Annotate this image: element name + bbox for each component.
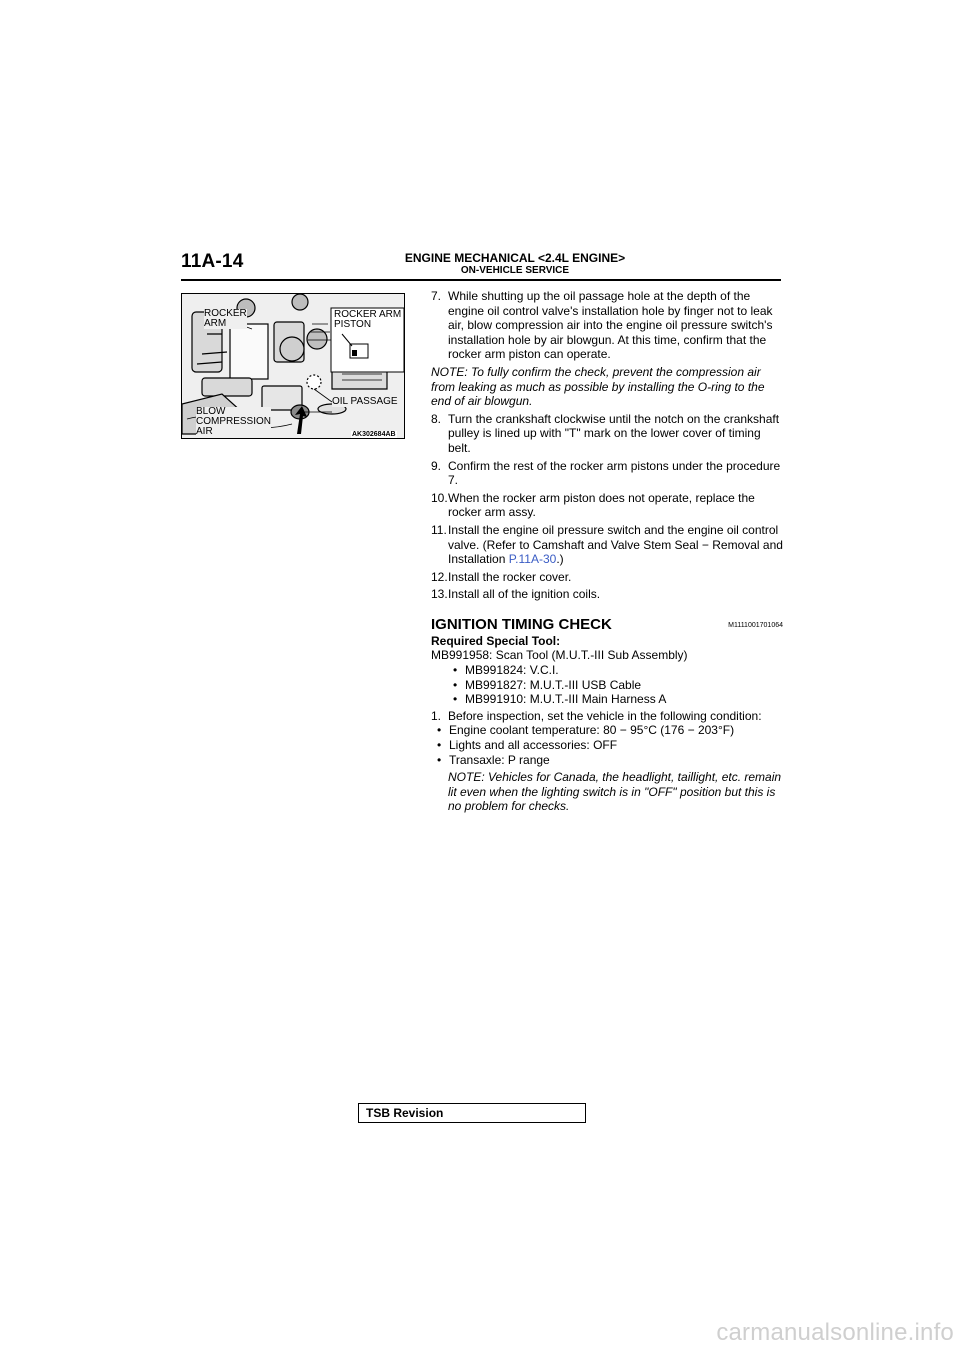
- step-number: 10.: [431, 490, 448, 505]
- label-oil-passage: OIL PASSAGE: [332, 396, 398, 407]
- label-blow-compression-air: BLOW COMPRESSION AIR: [196, 406, 272, 437]
- bullet-icon: •: [453, 677, 458, 692]
- tool-list: [431, 663, 783, 707]
- tool-item: MB991824: V.C.I.: [465, 663, 559, 678]
- step-10: [431, 491, 783, 520]
- page-number: 11A-14: [181, 251, 244, 272]
- step-text: When the rocker arm piston does not operate, replace the rocker arm assy.: [448, 490, 755, 520]
- note-canada: NOTE: Vehicles for Canada, the headlight, taillight, etc. remain lit even when the lighting switch is in "OFF" position but this is no problem for checks.: [448, 770, 782, 814]
- condition-item: Lights and all accessories: OFF: [449, 738, 618, 753]
- watermark: carmanualsonline.info: [716, 1319, 954, 1346]
- step-12: [431, 570, 783, 585]
- label-rocker-arm: ROCKER ARM: [204, 308, 247, 329]
- bullet-icon: •: [437, 738, 442, 753]
- list-item: [435, 753, 783, 768]
- tsb-revision-box: TSB Revision: [358, 1103, 586, 1123]
- required-tool-label: Required Special Tool:: [431, 633, 561, 648]
- section-subtitle: ON-VEHICLE SERVICE: [460, 265, 570, 276]
- step-text: Install all of the ignition coils.: [448, 587, 601, 602]
- step-text: While shutting up the oil passage hole at the depth of the engine oil control valve's installation hole by finger not to leak air, blow compression air into the engine oil pressure switch's installation hole by air blowgun. At this time, confirm that the rocker arm piston can operate.: [448, 289, 773, 362]
- section-title: ENGINE MECHANICAL <2.4L ENGINE>: [404, 251, 626, 265]
- condition-item: Transaxle: P range: [449, 752, 550, 767]
- page-reference-link[interactable]: P.11A-30: [508, 552, 557, 567]
- step-text: Confirm the rest of the rocker arm pistons under the procedure 7.: [448, 458, 781, 488]
- step-number: 12.: [431, 569, 448, 584]
- step-number: 1.: [431, 708, 442, 723]
- step-text-tail: .): [556, 552, 564, 567]
- step-11: [431, 523, 783, 567]
- required-tool-main: MB991958: Scan Tool (M.U.T.-III Sub Assembly): [431, 648, 688, 663]
- list-item: [451, 678, 783, 693]
- step-number: 8.: [431, 411, 442, 426]
- list-item: [435, 738, 783, 753]
- step-number: 9.: [431, 458, 442, 473]
- condition-list: [431, 723, 783, 767]
- bullet-icon: •: [453, 692, 458, 707]
- figure-code: AK302684AB: [352, 431, 396, 438]
- header-rule: [181, 279, 781, 281]
- condition-item: Engine coolant temperature: 80 − 95°C (176 − 203°F): [449, 723, 735, 738]
- bullet-icon: •: [437, 752, 442, 767]
- step-text: Install the engine oil pressure switch and the engine oil control valve. (Refer to Camshaft and Valve Stem Seal − Removal and Installation: [448, 522, 783, 567]
- bullet-icon: •: [437, 723, 442, 738]
- list-item: [451, 663, 783, 678]
- step-number: 11.: [431, 522, 447, 537]
- step-7: [431, 289, 783, 362]
- step-9: [431, 459, 783, 488]
- step-13: [431, 587, 783, 602]
- bullet-icon: •: [453, 663, 458, 678]
- list-item: [435, 723, 783, 738]
- section-code: M1111001701064: [728, 621, 783, 629]
- step-number: 7.: [431, 289, 442, 303]
- step-number: 13.: [431, 587, 448, 602]
- tool-item: MB991827: M.U.T.-III USB Cable: [465, 677, 642, 692]
- step-8: [431, 412, 783, 456]
- step-1: [431, 709, 783, 724]
- section-heading: [431, 616, 783, 634]
- label-rocker-arm-piston: ROCKER ARM PISTON: [334, 309, 402, 330]
- engine-illustration: [181, 293, 405, 439]
- procedure-content: [431, 289, 783, 814]
- section-heading-title: IGNITION TIMING CHECK: [431, 615, 612, 633]
- step-text: Before inspection, set the vehicle in the following condition:: [448, 708, 762, 723]
- step-text: Turn the crankshaft clockwise until the notch on the crankshaft pulley is lined up with "T" mark on the lower cover of timing belt.: [448, 411, 780, 455]
- list-item: [451, 692, 783, 707]
- step-text: Install the rocker cover.: [448, 569, 572, 584]
- tool-item: MB991910: M.U.T.-III Main Harness A: [465, 692, 667, 707]
- note-o-ring: NOTE: To fully confirm the check, prevent the compression air from leaking as much as possible by installing the O-ring to the end of air blowgun.: [431, 364, 765, 409]
